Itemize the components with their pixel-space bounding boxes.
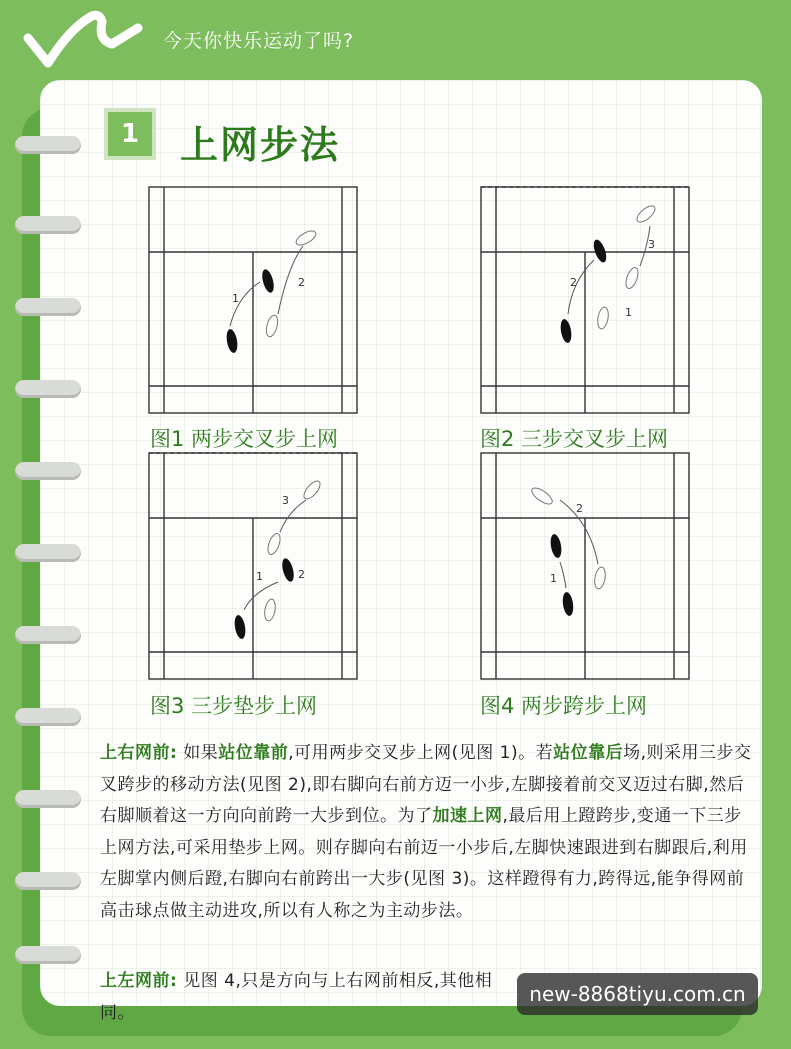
step-label: 2 bbox=[576, 502, 583, 515]
binder-ring bbox=[15, 626, 81, 644]
binder-ring bbox=[15, 216, 81, 234]
top-bar bbox=[0, 0, 791, 80]
paragraph-left-net bbox=[100, 966, 520, 1029]
paragraph-right-net bbox=[100, 738, 755, 927]
arrow-icon bbox=[560, 562, 566, 588]
paragraph-lead: 上左网前: bbox=[100, 971, 178, 991]
step-label: 3 bbox=[282, 494, 289, 507]
text-run: ,最后用上蹬跨步,变通一下三步上网方法,可采用垫步上网。则存脚向右前迈一小步后,左脚快速跟进到右脚跟后,利用左脚掌内侧后蹬,右脚向右前跨出一大步(见图 3)。这样蹬得有力,跨得远,能争得网前高击球点做主动进攻,所以有人称之为主动步法。 bbox=[100, 806, 748, 921]
footprint-icon bbox=[529, 485, 554, 507]
section-title: 上网步法 bbox=[180, 123, 341, 167]
step-label: 2 bbox=[298, 568, 305, 581]
footprint-icon bbox=[225, 328, 239, 353]
step-label: 2 bbox=[298, 276, 305, 289]
footprint-icon bbox=[301, 478, 323, 501]
figure-4-court bbox=[480, 452, 690, 680]
step-label: 1 bbox=[625, 306, 632, 319]
footprint-icon bbox=[263, 598, 277, 621]
highlight-run: 站位靠前 bbox=[218, 743, 289, 763]
binder-ring bbox=[15, 708, 81, 726]
step-label: 2 bbox=[570, 276, 577, 289]
footprint-icon bbox=[634, 203, 657, 225]
binder-ring bbox=[15, 298, 81, 316]
binder-ring bbox=[15, 462, 81, 480]
text-run: ,可用两步交叉步上网(见图 1)。若 bbox=[288, 743, 554, 763]
figure-3-caption: 图3 三步垫步上网 bbox=[150, 694, 318, 718]
binder-ring bbox=[15, 946, 81, 964]
binder-ring bbox=[15, 872, 81, 890]
step-label: 1 bbox=[256, 570, 263, 583]
binder-ring bbox=[15, 544, 81, 562]
footprint-icon bbox=[593, 566, 607, 589]
watermark: new-8868tiyu.com.cn bbox=[517, 973, 758, 1015]
figure-4-caption: 图4 两步跨步上网 bbox=[480, 694, 648, 718]
text-run: 场,则采用三步交叉跨步的移动方法(见图 2),即右脚向右前方迈一小步,左脚接着前交叉迈过右脚,然后右脚顺着这一方向向前跨一大步到位。为了 bbox=[100, 743, 752, 826]
footprint-icon bbox=[233, 614, 247, 639]
text-run: 见图 4,只是方向与上右网前相反,其他相同。 bbox=[100, 971, 493, 1023]
binder-ring bbox=[15, 380, 81, 398]
figure-2-court bbox=[480, 186, 690, 414]
highlight-run: 站位靠后 bbox=[553, 743, 624, 763]
footprint-icon bbox=[294, 228, 318, 248]
footprint-icon bbox=[559, 318, 573, 343]
footprint-icon bbox=[549, 533, 563, 558]
binder-ring bbox=[15, 136, 81, 154]
footprint-icon bbox=[280, 557, 296, 583]
step-label: 1 bbox=[550, 572, 557, 585]
text-run: 如果 bbox=[183, 743, 219, 763]
paragraph-lead: 上右网前: bbox=[100, 743, 178, 763]
highlight-run: 加速上网 bbox=[432, 806, 503, 826]
arrow-icon bbox=[244, 582, 278, 610]
figure-1-court bbox=[148, 186, 358, 414]
footprint-icon bbox=[266, 532, 283, 556]
binder-ring bbox=[15, 790, 81, 808]
footprint-icon bbox=[260, 268, 276, 294]
header-title: 今天你快乐运动了吗? bbox=[163, 30, 355, 52]
step-label: 1 bbox=[232, 292, 239, 305]
figure-1-caption: 图1 两步交叉步上网 bbox=[150, 427, 339, 451]
step-label: 3 bbox=[648, 238, 655, 251]
footprint-icon bbox=[561, 591, 574, 616]
footprint-icon bbox=[264, 314, 279, 338]
footprint-icon bbox=[596, 306, 610, 329]
section-number: 1 bbox=[104, 108, 156, 160]
footprint-icon bbox=[624, 266, 641, 290]
figure-3-court bbox=[148, 452, 358, 680]
checkmark-logo-icon bbox=[20, 8, 145, 70]
figure-2-caption: 图2 三步交叉步上网 bbox=[480, 427, 669, 451]
